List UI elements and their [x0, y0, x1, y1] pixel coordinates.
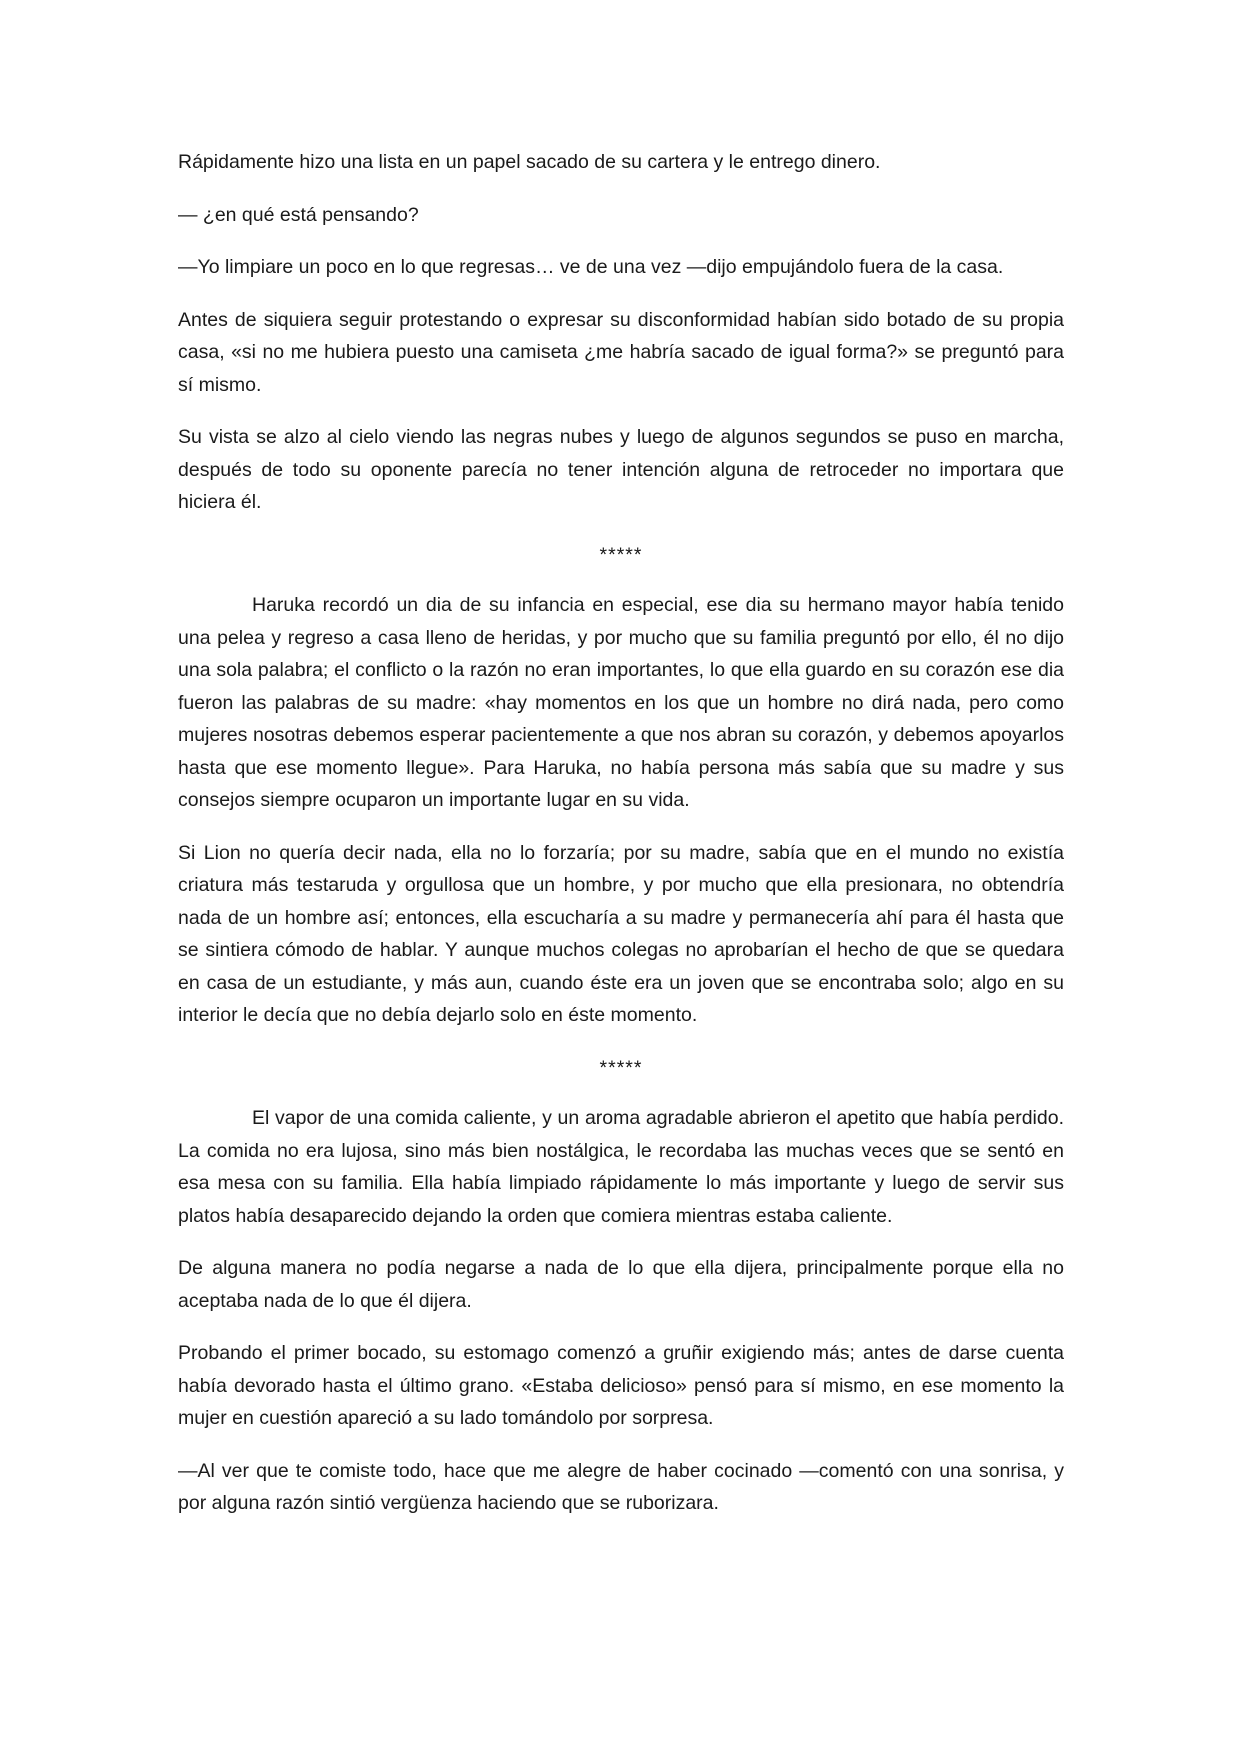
paragraph: El vapor de una comida caliente, y un aroma agradable abrieron el apetito que había perdido. La comida no era lujosa, sino más bien nostálgica, le recordaba las muchas veces que se sentó en esa mesa con su familia. Ella había limpiado rápidamente lo más importante y luego de servir sus platos había desaparecido dejando la orden que comiera mientras estaba caliente.	[178, 1107, 1064, 1227]
document-body	[178, 146, 1064, 1540]
paragraph: Si Lion no quería decir nada, ella no lo forzaría; por su madre, sabía que en el mundo no existía criatura más testaruda y orgullosa que un hombre, y por mucho que ella presionara, no obtendría nada de un hombre así; entonces, ella escucharía a su madre y permanecería ahí para él hasta que se sintiera cómodo de hablar. Y aunque muchos colegas no aprobarían el hecho de que se quedara en casa de un estudiante, y más aun, cuando éste era un joven que se encontraba solo; algo en su interior le decía que no debía dejarlo solo en éste momento.	[178, 841, 1064, 1026]
section-separator: *****	[599, 1056, 643, 1079]
paragraph: Su vista se alzo al cielo viendo las negras nubes y luego de algunos segundos se puso en marcha, después de todo su oponente parecía no tener intención alguna de retroceder no importara que hiciera él.	[178, 426, 1064, 513]
paragraph: De alguna manera no podía negarse a nada de lo que ella dijera, principalmente porque ella no aceptaba nada de lo que él dijera.	[178, 1257, 1064, 1312]
dialogue-line: — ¿en qué está pensando?	[178, 203, 419, 226]
dialogue-line: —Yo limpiare un poco en lo que regresas… ve de una vez —dijo empujándolo fuera de la casa.	[178, 256, 1004, 278]
paragraph: Probando el primer bocado, su estomago comenzó a gruñir exigiendo más; antes de darse cuenta había devorado hasta el último grano. «Estaba delicioso» pensó para sí mismo, en ese momento la mujer en cuestión apareció a su lado tomándolo por sorpresa.	[178, 1342, 1064, 1429]
paragraph: Haruka recordó un dia de su infancia en especial, ese dia su hermano mayor había tenido una pelea y regreso a casa lleno de heridas, y por mucho que su familia preguntó por ello, él no dijo una sola palabra; el conflicto o la razón no eran importantes, lo que ella guardo en su corazón ese dia fueron las palabras de su madre: «hay momentos en los que un hombre no dirá nada, pero como mujeres nosotras debemos esperar pacientemente a que nos abran su corazón, y debemos apoyarlos hasta que ese momento llegue». Para Haruka, no había persona más sabía que su madre y sus consejos siempre ocuparon un importante lugar en su vida.	[178, 594, 1064, 811]
paragraph: Rápidamente hizo una lista en un papel sacado de su cartera y le entrego dinero.	[178, 151, 881, 173]
dialogue-line: —Al ver que te comiste todo, hace que me alegre de haber cocinado —comentó con una sonrisa, y por alguna razón sintió vergüenza haciendo que se ruborizara.	[178, 1459, 1064, 1514]
section-separator: *****	[599, 543, 643, 566]
paragraph: Antes de siquiera seguir protestando o expresar su disconformidad habían sido botado de su propia casa, «si no me hubiera puesto una camiseta ¿me habría sacado de igual forma?» se preguntó para sí mismo.	[178, 308, 1064, 396]
